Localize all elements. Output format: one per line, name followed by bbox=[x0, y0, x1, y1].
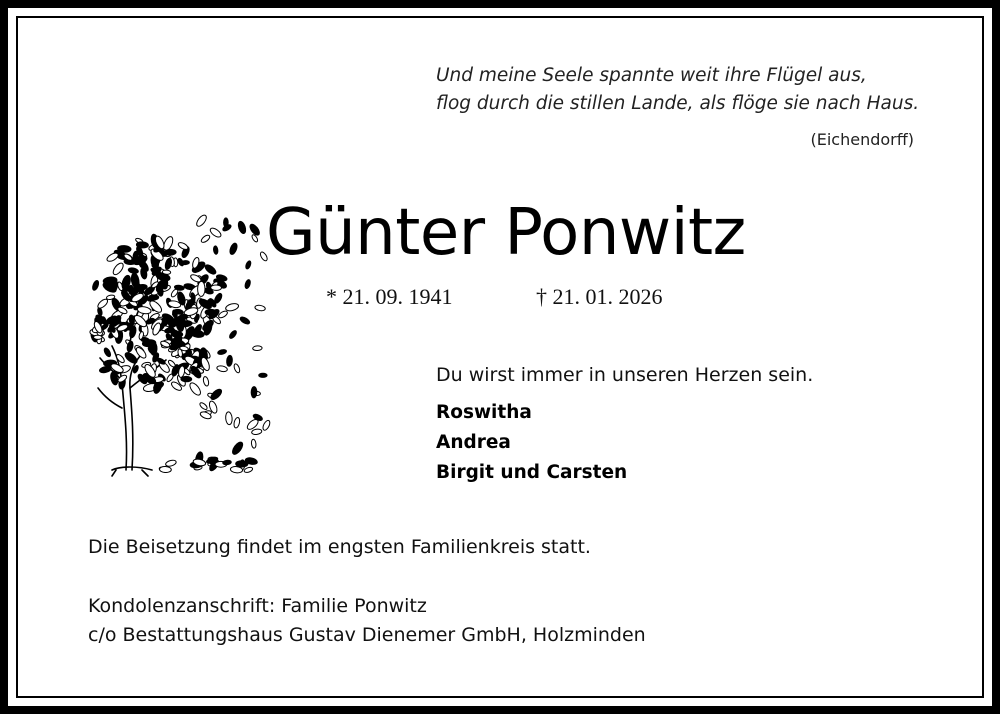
leaf-shape bbox=[222, 460, 231, 465]
burial-note: Die Beisetzung findet im engsten Familienkreis statt. bbox=[88, 536, 591, 558]
leaf-shape bbox=[255, 305, 266, 312]
deceased-name: Günter Ponwitz bbox=[266, 196, 746, 270]
leaf-shape bbox=[117, 374, 128, 384]
leaf-shape bbox=[253, 346, 263, 351]
leaf-shape bbox=[216, 365, 227, 372]
leaf-shape bbox=[237, 220, 247, 234]
leaf-shape bbox=[103, 347, 112, 358]
leaf-shape bbox=[180, 320, 192, 327]
leaf-shape bbox=[177, 241, 189, 251]
quote-author: (Eichendorff) bbox=[810, 130, 914, 149]
leaf-shape bbox=[188, 381, 203, 397]
leaf-shape bbox=[106, 251, 120, 263]
leaf-shape bbox=[217, 349, 227, 355]
leaf-shape bbox=[225, 302, 239, 312]
condolence-line-2: c/o Bestattungshaus Gustav Dienemer GmbH, Holzminden bbox=[88, 624, 646, 646]
leaf-shape bbox=[224, 218, 229, 227]
leaf-shape bbox=[165, 459, 177, 467]
leaf-shape bbox=[213, 292, 223, 304]
birth-date: * 21. 09. 1941 bbox=[326, 284, 453, 309]
leaf-shape bbox=[225, 412, 232, 425]
leaf-shape bbox=[251, 439, 256, 448]
leaf-shape bbox=[251, 428, 262, 435]
leaf-shape bbox=[111, 261, 125, 276]
leaf-shape bbox=[164, 258, 173, 271]
leaf-shape bbox=[226, 355, 233, 367]
leaf-shape bbox=[228, 329, 237, 339]
leaf-shape bbox=[162, 270, 171, 275]
quote-line-1: Und meine Seele spannte weit ihre Flügel aus, bbox=[436, 65, 867, 86]
leaf-shape bbox=[164, 249, 176, 255]
mourner-name: Andrea bbox=[436, 432, 511, 453]
mourner-name: Birgit und Carsten bbox=[436, 462, 628, 483]
leaf-shape bbox=[123, 351, 138, 365]
leaf-shape bbox=[112, 280, 118, 291]
leaf-shape bbox=[204, 263, 218, 276]
mourner-name: Roswitha bbox=[436, 402, 532, 423]
condolence-line-1: Kondolenzanschrift: Familie Ponwitz bbox=[88, 595, 427, 617]
windblown-tree-icon bbox=[82, 208, 272, 480]
leaf-shape bbox=[248, 223, 261, 237]
leaf-shape bbox=[91, 280, 99, 291]
leaf-shape bbox=[259, 373, 267, 377]
leaf-shape bbox=[233, 363, 241, 373]
leaf-shape bbox=[244, 279, 251, 289]
leaf-shape bbox=[200, 234, 211, 244]
leaf-shape bbox=[239, 316, 251, 326]
leaf-shape bbox=[99, 366, 112, 374]
leaf-shape bbox=[262, 419, 272, 431]
leaf-shape bbox=[159, 466, 171, 473]
poem-quote bbox=[436, 62, 936, 118]
leaf-shape bbox=[233, 417, 240, 428]
death-date: † 21. 01. 2026 bbox=[536, 284, 663, 309]
leaf-shape bbox=[96, 298, 109, 310]
leaf-shape bbox=[245, 260, 252, 269]
quote-line-2: flog durch die stillen Lande, als flöge sie nach Haus. bbox=[436, 93, 920, 114]
leaf-shape bbox=[190, 330, 204, 339]
leaf-shape bbox=[199, 402, 209, 411]
leaf-shape bbox=[137, 306, 152, 315]
leaf-shape bbox=[197, 281, 205, 296]
leaf-shape bbox=[136, 241, 148, 248]
leaf-shape bbox=[229, 242, 239, 255]
leaf-shape bbox=[195, 213, 208, 227]
leaf-shape bbox=[128, 267, 139, 274]
condolence-address bbox=[88, 592, 646, 650]
leaf-shape bbox=[147, 295, 158, 302]
leaf-shape bbox=[231, 440, 245, 456]
memorial-line: Du wirst immer in unseren Herzen sein. bbox=[436, 364, 814, 386]
leaf-shape bbox=[93, 335, 102, 339]
leaf-shape bbox=[244, 466, 254, 473]
leaf-shape bbox=[209, 226, 223, 238]
leaf-shape bbox=[211, 285, 222, 291]
mourners-list bbox=[436, 398, 627, 488]
leaf-shape bbox=[213, 246, 218, 255]
leaf-shape bbox=[203, 376, 210, 386]
leaf-shape bbox=[251, 387, 257, 398]
